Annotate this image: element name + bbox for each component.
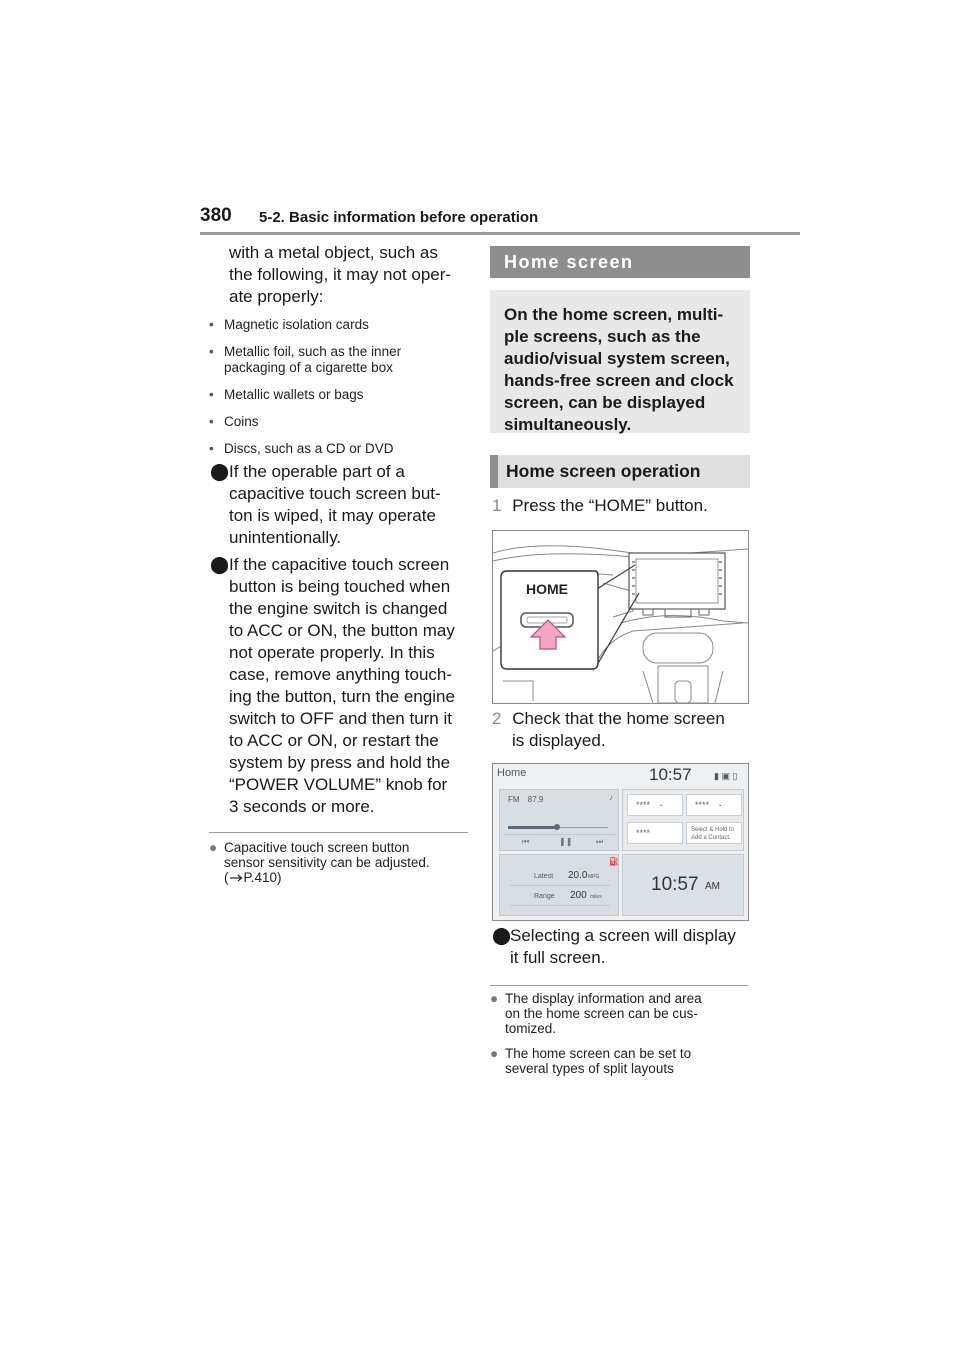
summary-line: audio/visual system screen, (504, 349, 730, 368)
step-text: Press the “HOME” button. (512, 496, 708, 515)
note-line: several types of split layouts (505, 1061, 674, 1076)
arrow-icon (229, 873, 244, 883)
progress-fill (508, 826, 556, 829)
fuel-economy-panel[interactable] (499, 854, 619, 916)
summary-line: screen, can be displayed (504, 393, 706, 412)
signal-icon: ▮ (714, 771, 719, 781)
list-item (209, 317, 469, 333)
radio-frequency: 87.9 (527, 795, 544, 804)
summary-line: On the home screen, multi- (504, 305, 724, 324)
step-number: 2 (492, 709, 502, 728)
phone-panel (622, 789, 744, 851)
note-split-layouts (490, 1046, 755, 1076)
step-2 (492, 708, 752, 752)
latest-value: 20.0 (568, 870, 588, 881)
bullet-line: ton is wiped, it may operate (229, 506, 436, 525)
add-contact-tile[interactable] (686, 822, 742, 844)
page-number: 380 (200, 205, 232, 226)
latest-label: Latest (534, 873, 554, 880)
note-line: The home screen can be set to (505, 1046, 692, 1061)
latest-row (510, 869, 610, 886)
clock-panel[interactable] (622, 854, 744, 916)
battery-icon: ▯ (732, 771, 738, 781)
note-bullet-icon: ● (490, 991, 499, 1006)
add-contact-text: Add a Contact. (691, 835, 731, 841)
summary-line: hands-free screen and clock (504, 371, 734, 390)
bullet-line: ing the button, turn the engine (229, 687, 455, 706)
summary-line: ple screens, such as the (504, 327, 701, 346)
contact-tile[interactable] (686, 794, 742, 816)
intro-paragraph (229, 242, 469, 308)
bullet-icon: ⬤ (210, 555, 230, 574)
bullet-line: button is being touched when (229, 577, 451, 596)
fuel-icon: ⛽ (609, 857, 619, 866)
bullet-select-screen (492, 925, 754, 969)
list-item-text: Magnetic isolation cards (224, 317, 369, 332)
bullet-line: system by press and hold the (229, 753, 451, 772)
audio-panel[interactable] (499, 789, 619, 851)
list-item-text: Metallic wallets or bags (224, 387, 364, 402)
section-title: 5-2. Basic information before operation (259, 209, 539, 226)
bullet-line: 3 seconds or more. (229, 797, 375, 816)
status-icons (714, 771, 737, 782)
intro-line: the following, it may not oper- (229, 265, 452, 284)
note-line: The display information and area (505, 991, 702, 1006)
range-row (510, 889, 610, 906)
list-item-text: Metallic foil, such as the inner (224, 344, 402, 359)
contact-tile[interactable] (627, 794, 683, 816)
bullet-line: “POWER VOLUME” knob for (229, 775, 448, 794)
note-line (224, 870, 474, 885)
list-item-text: Coins (224, 414, 259, 429)
dot-icon: • (209, 317, 214, 332)
pause-icon[interactable]: ❚❚ (559, 837, 573, 846)
home-screen-summary (490, 290, 750, 433)
step-text: is displayed. (512, 731, 606, 750)
page-reference-link[interactable]: P.410) (243, 870, 282, 885)
range-value: 200 (570, 890, 587, 901)
contact-tile[interactable] (627, 822, 683, 844)
note-line: tomized. (505, 1021, 557, 1036)
range-unit: miles (590, 894, 602, 900)
bullet-wipe-warning (210, 461, 470, 549)
next-icon[interactable]: ⏭ (596, 837, 604, 846)
summary-line: simultaneously. (504, 415, 632, 434)
open-paren: ( (224, 870, 229, 885)
music-note-icon: ♪ (609, 793, 613, 802)
intro-line: with a metal object, such as (229, 243, 438, 262)
bullet-icon: ⬤ (210, 462, 230, 481)
bullet-line: not operate properly. In this (229, 643, 435, 662)
metal-object-list (209, 317, 469, 457)
bullet-line: to ACC or ON, the button may (229, 621, 455, 640)
lock-icon: ▣ (721, 771, 730, 781)
dot-icon: • (209, 387, 214, 402)
bullet-line: capacitive touch screen but- (229, 484, 441, 503)
note-bullet-icon: ● (209, 840, 218, 855)
dashboard-drawing (493, 531, 748, 703)
list-item (209, 414, 469, 430)
dot-icon: • (209, 344, 214, 359)
playback-controls (504, 834, 616, 849)
radio-band: FM (508, 795, 520, 804)
contact-name: **** (636, 828, 651, 838)
bullet-line: the engine switch is changed (229, 599, 448, 618)
home-screen-heading: Home screen (490, 246, 750, 278)
home-screen-illustration (492, 763, 749, 921)
bullet-line: If the capacitive touch screen (229, 555, 450, 574)
step-number: 1 (492, 496, 502, 515)
note-customize (490, 991, 755, 1036)
list-item (209, 441, 469, 457)
clock-time: 10:57 (651, 874, 699, 895)
step-1 (492, 495, 752, 517)
note-divider (490, 985, 748, 986)
person-icon: ◔ (717, 803, 722, 810)
bullet-line: If the operable part of a (229, 462, 405, 481)
bullet-line: to ACC or ON, or restart the (229, 731, 439, 750)
note-sensitivity (209, 840, 474, 885)
list-item (209, 387, 469, 403)
dot-icon: • (209, 441, 214, 456)
note-line: Capacitive touch screen button (224, 840, 410, 855)
bullet-line: unintentionally. (229, 528, 342, 547)
list-item-text: Discs, such as a CD or DVD (224, 441, 394, 456)
operation-heading: Home screen operation (490, 455, 750, 488)
list-item-text: packaging of a cigarette box (224, 360, 393, 375)
bullet-touch-warning (210, 554, 470, 818)
person-icon: ◔ (658, 803, 663, 810)
screen-clock: 10:57 (649, 765, 692, 784)
range-label: Range (534, 893, 555, 900)
step-text: Check that the home screen (512, 709, 725, 728)
note-bullet-icon: ● (490, 1046, 499, 1061)
progress-knob[interactable] (554, 824, 560, 830)
bullet-line: Selecting a screen will display (510, 926, 736, 945)
contact-name: **** (636, 800, 651, 810)
bullet-line: it full screen. (510, 948, 606, 967)
dashboard-illustration (492, 530, 749, 704)
bullet-line: switch to OFF and then turn it (229, 709, 452, 728)
list-item (209, 344, 469, 376)
dot-icon: • (209, 414, 214, 429)
bullet-line: case, remove anything touch- (229, 665, 453, 684)
header-divider (200, 232, 800, 235)
note-line: sensor sensitivity can be adjusted. (224, 855, 430, 870)
latest-unit: MPG (588, 874, 600, 880)
add-contact-text: Select & Hold to (691, 827, 735, 833)
note-line: on the home screen can be cus- (505, 1006, 698, 1021)
note-divider (209, 832, 468, 833)
bullet-icon: ⬤ (492, 926, 512, 945)
contact-name: **** (695, 800, 710, 810)
screen-title: Home (497, 767, 527, 779)
prev-icon[interactable]: ⏮ (522, 837, 530, 846)
clock-ampm: AM (705, 881, 720, 892)
intro-line: ate properly: (229, 287, 324, 306)
home-button-label: HOME (526, 581, 568, 597)
